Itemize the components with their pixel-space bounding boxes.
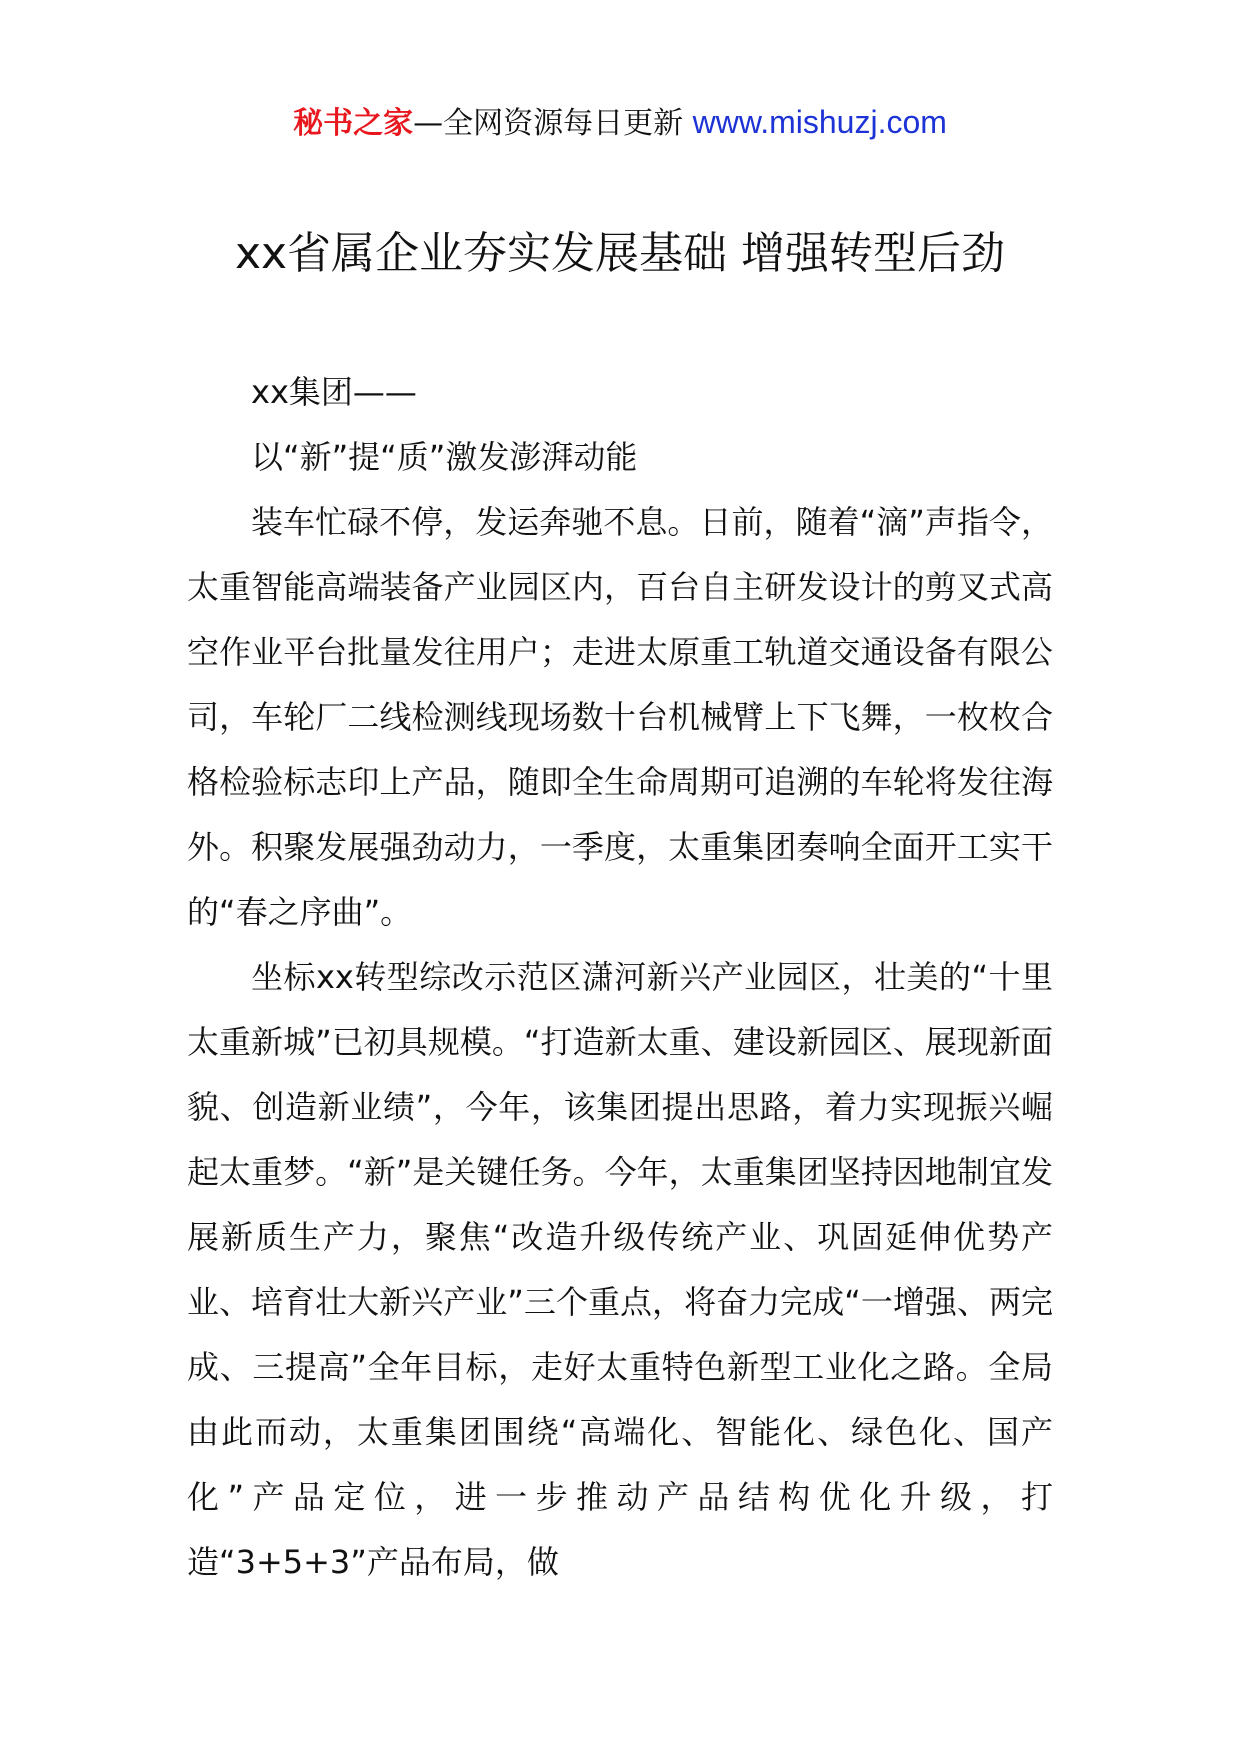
- org-heading: xx集团——: [251, 373, 417, 411]
- site-url-link[interactable]: www.mishuzj.com: [692, 104, 947, 140]
- section-subheading: 以“新”提“质”激发澎湃动能: [251, 438, 638, 476]
- body-paragraph: 坐标xx转型综改示范区潇河新兴产业园区，壮美的“十里太重新城”已初具规模。“打造新太重、建设新园区、展现新面貌、创造新业绩”，今年，该集团提出思路，着力实现振兴崛起太重梦。“新”是关键任务。今年，太重集团坚持因地制宜发展新质生产力，聚焦“改造升级传统产业、巩固延伸优势产业、培育壮大新兴产业”三个重点，将奋力完成“一增强、两完成、三提高”全年目标，走好太重特色新型工业化之路。全局由此而动，太重集团围绕“高端化、智能化、绿色化、国产化”产品定位，进一步推动产品结构优化升级，打造“3+5+3”产品布局，做: [187, 958, 1053, 1581]
- document-title: xx省属企业夯实发展基础 增强转型后劲: [234, 228, 1006, 279]
- body-paragraph: 装车忙碌不停，发运奔驰不息。日前，随着“滴”声指令，太重智能高端装备产业园区内，百台自主研发设计的剪叉式高空作业平台批量发往用户；走进太原重工轨道交通设备有限公司，车轮厂二线检测线现场数十台机械臂上下飞舞，一枚枚合格检验标志印上产品，随即全生命周期可追溯的车轮将发往海外。积聚发展强劲动力，一季度，太重集团奏响全面开工实干的“春之序曲”。: [187, 503, 1053, 931]
- site-brand: 秘书之家: [293, 106, 414, 141]
- site-header: [0, 100, 1240, 146]
- site-tagline: —全网资源每日更新: [413, 106, 693, 141]
- document-body: [187, 360, 1053, 1595]
